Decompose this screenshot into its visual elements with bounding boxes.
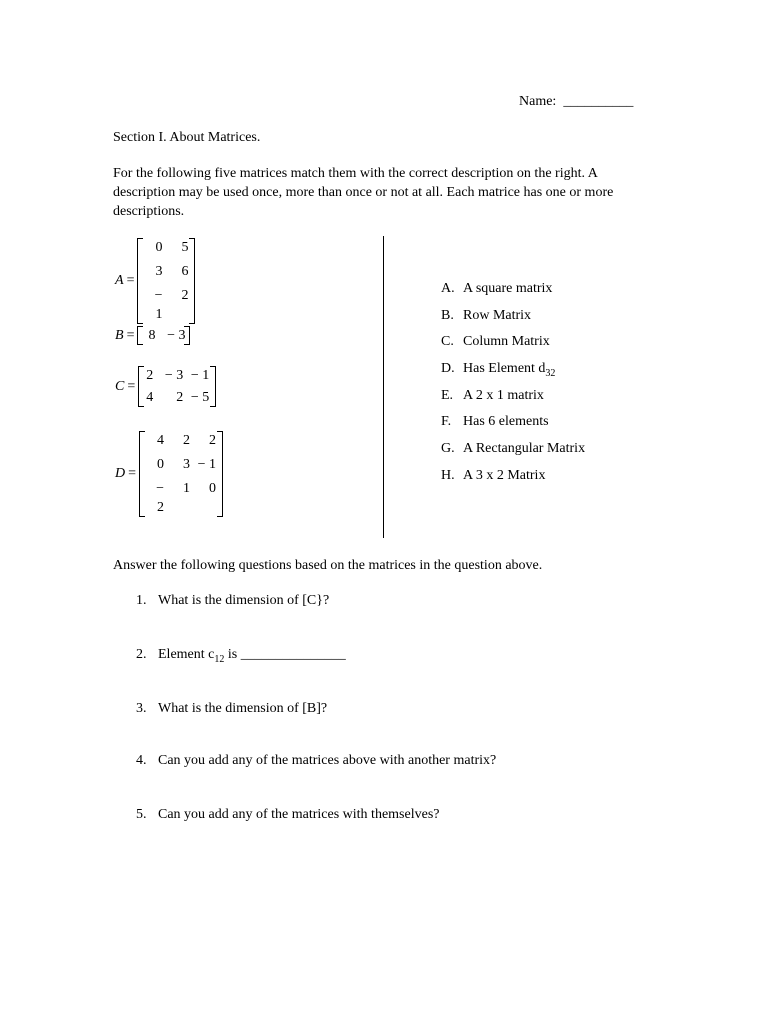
matrix-label: C (115, 378, 125, 394)
question-number: 3. (136, 701, 147, 716)
matrix-d (115, 431, 223, 517)
matrix-label: D (115, 466, 126, 481)
description-item (441, 440, 585, 467)
description-letter: G. (441, 441, 455, 457)
question-number: 2. (136, 647, 147, 662)
matrix-grid (137, 326, 190, 345)
matrix-label: A (115, 273, 124, 288)
description-item (441, 467, 585, 494)
question-item (136, 592, 329, 610)
matrix-cell: 6 (181, 264, 189, 279)
equals-sign: = (127, 378, 136, 394)
description-item (441, 307, 585, 334)
matrix-brackets (137, 238, 195, 324)
matrix-cell: − 3 (167, 328, 186, 343)
matrix-a (115, 238, 195, 324)
matrix-cell: 2 (176, 390, 184, 405)
matrix-cell: 2 (209, 433, 217, 448)
description-item (441, 333, 585, 360)
question-number: 5. (136, 807, 147, 822)
subscript: 12 (214, 653, 225, 665)
description-letter: D. (441, 361, 455, 377)
question-item (136, 646, 346, 664)
name-blank: __________ (563, 94, 634, 109)
matrix-grid (138, 366, 216, 407)
question-text: Can you add any of the matrices with themselves? (158, 807, 440, 822)
column-divider (383, 236, 384, 538)
name-label: Name: (519, 94, 557, 109)
description-letter: A. (441, 281, 455, 296)
matrix-cell: 5 (181, 240, 189, 255)
question-text: What is the dimension of [C}? (158, 593, 330, 608)
matrix-cell: 0 (155, 240, 163, 255)
description-text: A 2 x 1 matrix (463, 387, 544, 403)
matrix-cell: 8 (148, 328, 156, 343)
equals-sign: = (126, 273, 135, 288)
description-letter: H. (441, 467, 455, 483)
matrix-cell: 4 (157, 433, 165, 448)
equals-sign: = (126, 327, 135, 343)
matrix-brackets (137, 326, 190, 345)
description-item (441, 280, 585, 307)
question-text (158, 646, 346, 664)
answer-intro: Answer the following questions based on the matrices in the question above. (113, 558, 543, 573)
description-item (441, 413, 585, 440)
description-letter: C. (441, 334, 454, 350)
matrix-cell: 3 (155, 264, 163, 279)
matrix-cell: − 3 (164, 368, 184, 383)
question-text: What is the dimension of [B]? (158, 701, 328, 716)
description-text: Column Matrix (463, 334, 550, 350)
matrix-cell: 0 (209, 481, 217, 496)
matrix-grid (137, 238, 195, 324)
matrix-cell: − 5 (190, 390, 210, 405)
matrix-cell: 1 (183, 481, 191, 496)
matrix-cell: − 1 (154, 288, 163, 322)
section-title: Section I. About Matrices. (113, 130, 261, 145)
description-text: Has 6 elements (463, 414, 549, 430)
description-letter: E. (441, 387, 454, 403)
matrix-cell: 0 (157, 457, 165, 472)
subscript: 32 (545, 367, 556, 379)
matrix-cell: 2 (183, 433, 191, 448)
description-item (441, 387, 585, 414)
description-text: A square matrix (463, 281, 553, 296)
matrix-b (115, 326, 190, 345)
matrix-c (115, 366, 216, 407)
description-letter: B. (441, 307, 454, 323)
name-field (519, 93, 633, 111)
matrix-brackets (139, 431, 223, 517)
matrix-cell: 3 (183, 457, 191, 472)
equals-sign: = (128, 466, 137, 481)
question-text-after: is _______________ (224, 647, 346, 662)
matrix-cell: 4 (146, 390, 154, 405)
question-text: Can you add any of the matrices above with another matrix? (158, 753, 497, 768)
matrix-cell: − 1 (197, 457, 217, 472)
matrix-cell: 2 (146, 368, 154, 383)
matrix-cell: − 2 (156, 481, 165, 515)
question-item (136, 752, 496, 770)
description-text: Row Matrix (463, 307, 532, 323)
matrix-grid (139, 431, 223, 517)
description-text (463, 360, 555, 387)
description-text: A 3 x 2 Matrix (463, 467, 546, 483)
question-number: 1. (136, 593, 147, 608)
matrix-label: B (115, 327, 124, 343)
question-item (136, 806, 439, 824)
question-text-before: Element c (158, 647, 215, 662)
question-number: 4. (136, 753, 147, 768)
matrix-cell: 2 (181, 288, 189, 303)
matrix-cell: − 1 (190, 368, 210, 383)
description-letter: F. (441, 414, 452, 430)
matrix-brackets (138, 366, 216, 407)
description-item (441, 360, 585, 387)
description-list (441, 280, 585, 494)
instructions: For the following five matrices match them with the correct description on the right. A description may be used once, more than once or not at all. Each matrice has one or more descriptions. (113, 166, 614, 219)
description-text: A Rectangular Matrix (463, 441, 586, 457)
question-item (136, 700, 327, 718)
description-text-main: Has Element d (463, 361, 546, 377)
